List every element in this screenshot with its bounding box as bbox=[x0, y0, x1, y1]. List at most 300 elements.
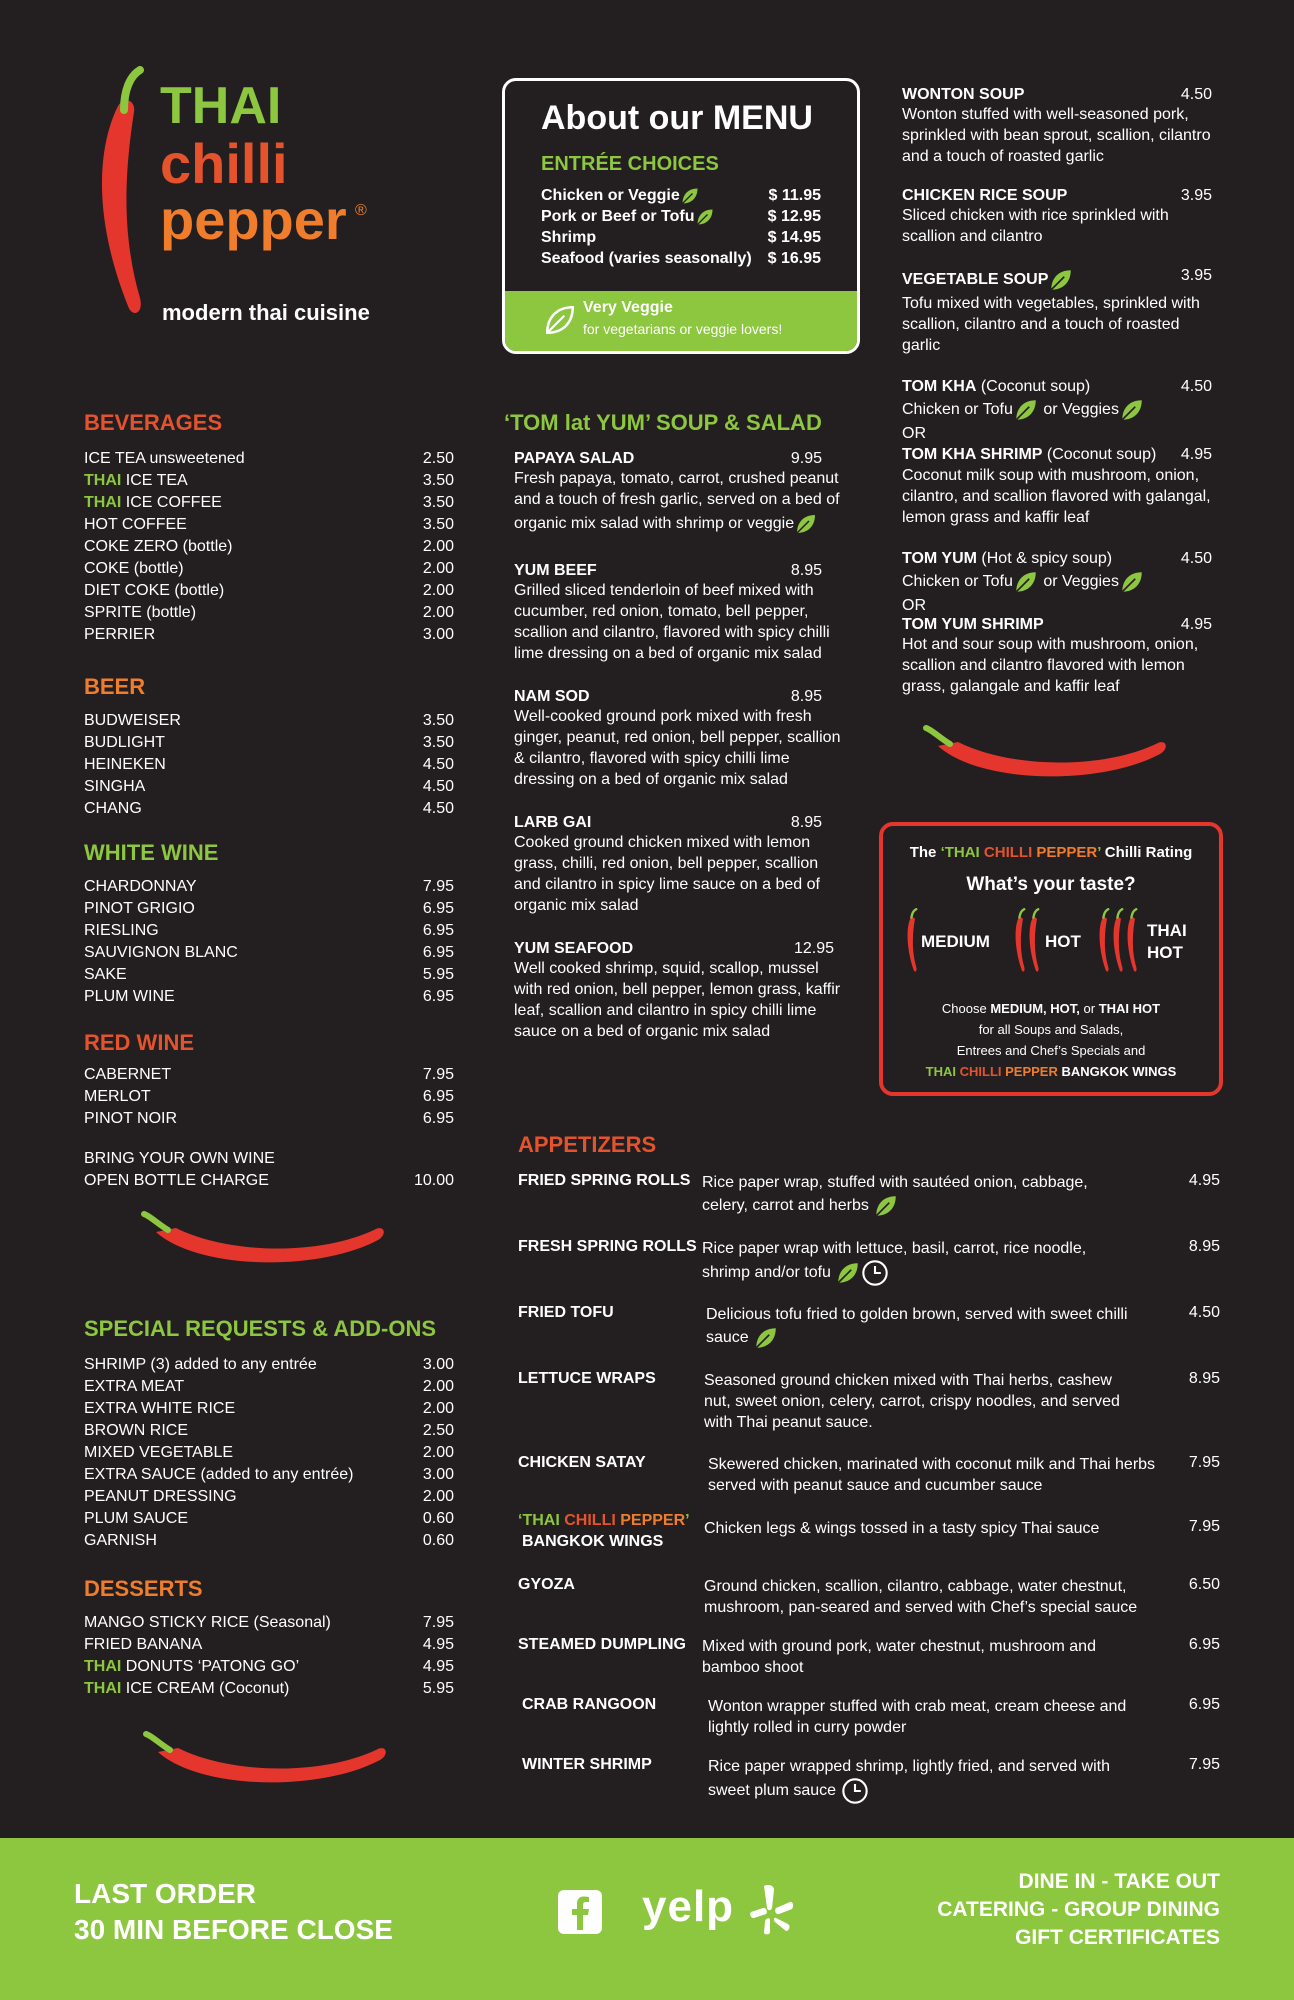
item-name: EXTRA WHITE RICE bbox=[84, 1400, 236, 1417]
item-name: BUDLIGHT bbox=[84, 734, 165, 751]
rating-title-chilli: CHILLI bbox=[983, 844, 1037, 861]
item-name: COKE ZERO (bottle) bbox=[84, 538, 233, 555]
list-item bbox=[84, 710, 454, 732]
logo-registered: ® bbox=[355, 202, 367, 219]
beer-title: BEER bbox=[84, 674, 146, 699]
item-desc-wrap bbox=[702, 1172, 1122, 1219]
item-price: 9.95 bbox=[790, 450, 822, 467]
list-item bbox=[84, 1420, 454, 1442]
services-line2: CATERING - GROUP DINING bbox=[937, 1898, 1220, 1921]
item-price: 3.50 bbox=[422, 516, 454, 533]
item-price: 7.95 bbox=[1188, 1756, 1220, 1773]
salad-title: ‘TOM lat YUM’ SOUP & SALAD bbox=[504, 410, 822, 435]
item-name: YUM BEEF bbox=[514, 562, 597, 579]
wings-thai: THAI bbox=[522, 1512, 565, 1529]
leaf-icon bbox=[753, 1325, 779, 1351]
item-price: 3.50 bbox=[422, 494, 454, 511]
item-name: SAUVIGNON BLANC bbox=[84, 944, 238, 961]
item-price: 2.50 bbox=[422, 450, 454, 467]
entree-row bbox=[541, 248, 821, 269]
item-name: EXTRA MEAT bbox=[84, 1378, 185, 1395]
item-highlight: THAI bbox=[84, 1658, 122, 1675]
item-price: 4.50 bbox=[1180, 86, 1212, 103]
chilli-divider-icon bbox=[140, 1730, 390, 1800]
item-name: ICE TEA bbox=[121, 472, 188, 489]
list-item bbox=[84, 876, 454, 898]
item-name: PLUM WINE bbox=[84, 988, 175, 1005]
entree-price: $ 11.95 bbox=[768, 187, 821, 204]
item-price: 3.00 bbox=[422, 1466, 454, 1483]
item-price: 4.95 bbox=[1180, 616, 1212, 633]
item-price: 6.95 bbox=[422, 988, 454, 1005]
item-price: 6.95 bbox=[422, 900, 454, 917]
rating-line2: for all Soups and Salads, bbox=[978, 1022, 1124, 1037]
item-name: VEGETABLE SOUP bbox=[902, 271, 1049, 289]
item-price: 4.95 bbox=[422, 1636, 454, 1653]
rating-choose bbox=[883, 998, 1219, 1082]
item-desc-wrap bbox=[706, 1304, 1146, 1351]
rating-thai-hot-line1: THAI bbox=[1147, 921, 1187, 940]
item-name: ICE COFFEE bbox=[121, 494, 222, 511]
rating-title-pre: The bbox=[909, 844, 941, 861]
rating-wings-rest: BANGKOK WINGS bbox=[1057, 1064, 1177, 1079]
item-note: (Coconut soup) bbox=[976, 378, 1091, 395]
red-wine-section bbox=[84, 1030, 454, 1192]
item-price: 3.00 bbox=[422, 626, 454, 643]
list-item bbox=[84, 1508, 454, 1530]
byow-line2: OPEN BOTTLE CHARGE bbox=[84, 1172, 269, 1189]
item-desc-wrap bbox=[708, 1756, 1148, 1805]
special-list bbox=[84, 1354, 454, 1552]
item-name: PLUM SAUCE bbox=[84, 1510, 189, 1527]
entree-price: $ 16.95 bbox=[767, 250, 821, 267]
leaf-icon bbox=[835, 1260, 861, 1286]
rating-title-q2: ’ bbox=[1097, 844, 1101, 861]
rating-choose-pre: Choose bbox=[941, 1001, 991, 1016]
item-desc: Tofu mixed with vegetables, sprinkled with scallion, cilantro and a touch of roasted garlic bbox=[902, 295, 1200, 354]
desserts-section bbox=[84, 1576, 454, 1700]
item-name: STEAMED DUMPLING bbox=[518, 1636, 686, 1653]
item-price: 4.95 bbox=[422, 1658, 454, 1675]
desserts-list bbox=[84, 1612, 454, 1700]
item-desc-wrap bbox=[702, 1238, 1122, 1287]
rating-choose-medium: MEDIUM, bbox=[990, 1001, 1047, 1016]
menu-item bbox=[902, 187, 1212, 247]
item-price: 7.95 bbox=[1188, 1518, 1220, 1535]
menu-item bbox=[902, 548, 1212, 616]
byow bbox=[84, 1148, 454, 1192]
rating-title bbox=[883, 844, 1219, 861]
beverages-list bbox=[84, 448, 454, 646]
item-name: CABERNET bbox=[84, 1066, 172, 1083]
list-item bbox=[84, 1634, 454, 1656]
item-price: 4.50 bbox=[1180, 378, 1212, 395]
item-name: TOM KHA SHRIMP bbox=[902, 446, 1043, 463]
item-name: ICE CREAM (Coconut) bbox=[121, 1680, 290, 1697]
appetizers-section bbox=[518, 1132, 1220, 1166]
item-name: FRIED BANANA bbox=[84, 1636, 203, 1653]
menu-item bbox=[514, 688, 849, 790]
wings-pepper: PEPPER bbox=[620, 1512, 686, 1529]
list-item bbox=[84, 986, 454, 1008]
item-price: 2.00 bbox=[422, 604, 454, 621]
entree-name: Shrimp bbox=[541, 229, 597, 246]
list-item bbox=[84, 1656, 454, 1678]
item-price: 6.95 bbox=[422, 1110, 454, 1127]
item-desc: Cooked ground chicken mixed with lemon grass, chilli, red onion, bell pepper, scallion and cilantro in spicy lime sauce on a bed of organic mix salad bbox=[514, 834, 820, 914]
item-price: 4.50 bbox=[422, 756, 454, 773]
wings-q2: ’ bbox=[685, 1512, 690, 1529]
entree-price: $ 14.95 bbox=[767, 229, 821, 246]
logo-chilli: chilli bbox=[160, 132, 288, 195]
list-item bbox=[84, 798, 454, 820]
wings-name2: BANGKOK WINGS bbox=[522, 1533, 664, 1550]
item-name: PAPAYA SALAD bbox=[514, 450, 635, 467]
entree-choices-list bbox=[541, 185, 821, 269]
entree-row bbox=[541, 185, 821, 206]
item-price: 6.95 bbox=[422, 922, 454, 939]
item-price: 7.95 bbox=[1188, 1454, 1220, 1471]
about-menu-box bbox=[502, 78, 860, 354]
rating-title-thai: THAI bbox=[944, 844, 984, 861]
item-highlight: THAI bbox=[84, 1680, 122, 1697]
menu-item bbox=[902, 267, 1212, 356]
item-name: TOM YUM bbox=[902, 550, 977, 567]
item-name: DIET COKE (bottle) bbox=[84, 582, 225, 599]
menu-item bbox=[902, 616, 1212, 697]
menu-item bbox=[514, 814, 849, 916]
list-item bbox=[84, 558, 454, 580]
item-price: 4.50 bbox=[422, 800, 454, 817]
item-name: ICE TEA unsweetened bbox=[84, 450, 245, 467]
item-price: 3.50 bbox=[422, 734, 454, 751]
special-title: SPECIAL REQUESTS & ADD-ONS bbox=[84, 1316, 437, 1341]
rating-title-q1: ‘ bbox=[940, 844, 945, 861]
item-desc: Sliced chicken with rice sprinkled with scallion and cilantro bbox=[902, 207, 1169, 245]
rating-thai-hot bbox=[1147, 920, 1187, 964]
item-or: OR bbox=[902, 425, 926, 442]
very-veggie-sub: for vegetarians or veggie lovers! bbox=[583, 321, 783, 337]
about-title: About our MENU bbox=[541, 99, 813, 137]
leaf-icon bbox=[873, 1193, 899, 1219]
item-name bbox=[518, 1510, 690, 1552]
item-price: 2.50 bbox=[422, 1422, 454, 1439]
item-desc: Delicious tofu fried to golden brown, served with sweet chilli sauce bbox=[706, 1306, 1128, 1347]
item-price: 3.50 bbox=[422, 472, 454, 489]
item-price: 2.00 bbox=[422, 1488, 454, 1505]
item-name: PINOT NOIR bbox=[84, 1110, 178, 1127]
entree-name: Pork or Beef or Tofu bbox=[541, 208, 695, 225]
item-name: WONTON SOUP bbox=[902, 86, 1025, 103]
item-name: FRIED SPRING ROLLS bbox=[518, 1172, 691, 1189]
facebook-icon[interactable] bbox=[558, 1890, 602, 1934]
item-price: 4.95 bbox=[1188, 1172, 1220, 1189]
entree-price: $ 12.95 bbox=[767, 208, 821, 225]
item-desc: Skewered chicken, marinated with coconut milk and Thai herbs served with peanut sauce and cucumber sauce bbox=[708, 1456, 1156, 1494]
special-requests-section bbox=[84, 1316, 454, 1552]
item-name: MERLOT bbox=[84, 1088, 151, 1105]
item-desc: Rice paper wrap, stuffed with sautéed onion, cabbage, celery, carrot and herbs bbox=[702, 1174, 1088, 1215]
list-item bbox=[84, 1086, 454, 1108]
list-item bbox=[84, 1442, 454, 1464]
item-desc: Mixed with ground pork, water chestnut, mushroom and bamboo shoot bbox=[702, 1638, 1096, 1676]
item-price: 6.95 bbox=[422, 944, 454, 961]
chilli-divider-icon bbox=[920, 724, 1170, 794]
item-note: (Hot & spicy soup) bbox=[976, 550, 1113, 567]
list-item bbox=[84, 942, 454, 964]
rating-wings-pepper: PEPPER bbox=[1005, 1064, 1058, 1079]
item-name: CHICKEN SATAY bbox=[518, 1454, 646, 1471]
rating-choose-or: or bbox=[1079, 1001, 1099, 1016]
item-name: SHRIMP (3) added to any entrée bbox=[84, 1356, 317, 1373]
list-item bbox=[84, 1064, 454, 1086]
byow-price: 10.00 bbox=[413, 1172, 454, 1189]
menu-item bbox=[514, 562, 849, 664]
red-wine-list bbox=[84, 1064, 454, 1130]
item-price: 5.95 bbox=[422, 1680, 454, 1697]
item-name: BUDWEISER bbox=[84, 712, 181, 729]
desserts-title: DESSERTS bbox=[84, 1576, 203, 1601]
list-item bbox=[84, 536, 454, 558]
white-wine-title: WHITE WINE bbox=[84, 840, 219, 865]
item-desc: Seasoned ground chicken mixed with Thai herbs, cashew nut, sweet onion, celery, carrot, crispy noodles, and served with Thai peanut sauce. bbox=[704, 1372, 1120, 1431]
services bbox=[937, 1868, 1220, 1952]
leaf-icon bbox=[680, 186, 700, 206]
chilli-divider-icon bbox=[138, 1210, 388, 1280]
list-item bbox=[84, 470, 454, 492]
item-price: 6.95 bbox=[1188, 1696, 1220, 1713]
item-name: DONUTS ‘PATONG GO’ bbox=[121, 1658, 300, 1675]
beer-list bbox=[84, 710, 454, 820]
item-option: Chicken or Tofu bbox=[902, 401, 1013, 419]
menu-item bbox=[514, 940, 849, 1042]
item-note: (Coconut soup) bbox=[1042, 446, 1157, 463]
rating-choose-thaihot: THAI HOT bbox=[1098, 1001, 1161, 1016]
item-price: 2.00 bbox=[422, 1378, 454, 1395]
item-name: BROWN RICE bbox=[84, 1422, 188, 1439]
logo-tagline: modern thai cuisine bbox=[162, 300, 370, 325]
item-name: RIESLING bbox=[84, 922, 159, 939]
item-desc: Fresh papaya, tomato, carrot, crushed peanut and a touch of fresh garlic, served on a bed of organic mix salad with shrimp or veggie bbox=[514, 470, 840, 533]
menu-item bbox=[902, 444, 1212, 528]
item-option: or Veggies bbox=[1043, 401, 1119, 419]
item-price: 0.60 bbox=[422, 1532, 454, 1549]
yelp-logo[interactable] bbox=[642, 1882, 734, 1942]
last-order-line2: 30 MIN BEFORE CLOSE bbox=[74, 1914, 393, 1945]
list-item bbox=[84, 964, 454, 986]
item-highlight: THAI bbox=[84, 472, 122, 489]
item-price: 0.60 bbox=[422, 1510, 454, 1527]
leaf-icon bbox=[1048, 267, 1074, 293]
wings-chilli: CHILLI bbox=[564, 1512, 621, 1529]
item-desc: Well cooked shrimp, squid, scallop, mussel with red onion, bell pepper, lemon grass, kaffir leaf, scallion and cilantro in spicy chilli lime sauce on a bed of organic mix salad bbox=[514, 960, 841, 1040]
list-item bbox=[84, 898, 454, 920]
list-item bbox=[84, 1464, 454, 1486]
item-price: 4.50 bbox=[1180, 550, 1212, 567]
yelp-text: yelp bbox=[642, 1882, 735, 1931]
item-price: 8.95 bbox=[1188, 1370, 1220, 1387]
leaf-icon bbox=[695, 207, 715, 227]
item-price: 5.95 bbox=[422, 966, 454, 983]
rating-medium: MEDIUM bbox=[921, 932, 990, 951]
list-item bbox=[84, 1486, 454, 1508]
item-name: CHICKEN RICE SOUP bbox=[902, 187, 1068, 204]
item-price: 12.95 bbox=[793, 940, 834, 957]
item-desc: Chicken legs & wings tossed in a tasty spicy Thai sauce bbox=[704, 1520, 1100, 1537]
item-desc: Wonton stuffed with well-seasoned pork, sprinkled with bean sprout, scallion, cilantro and a touch of roasted garlic bbox=[902, 106, 1211, 165]
byow-line1: BRING YOUR OWN WINE bbox=[84, 1150, 275, 1167]
leaf-icon bbox=[1119, 569, 1145, 595]
list-item bbox=[84, 1108, 454, 1130]
item-price: 3.00 bbox=[422, 1356, 454, 1373]
item-desc: Rice paper wrapped shrimp, lightly fried, and served with sweet plum sauce bbox=[708, 1758, 1110, 1800]
list-item bbox=[84, 1530, 454, 1552]
last-order bbox=[74, 1876, 393, 1948]
list-item bbox=[84, 1376, 454, 1398]
item-name: HOT COFFEE bbox=[84, 516, 187, 533]
chilli-rating-box bbox=[879, 822, 1223, 1096]
item-desc: Wonton wrapper stuffed with crab meat, cream cheese and lightly rolled in curry powder bbox=[708, 1698, 1127, 1736]
item-price: 2.00 bbox=[422, 1400, 454, 1417]
item-name: HEINEKEN bbox=[84, 756, 166, 773]
rating-thai-hot-line2: HOT bbox=[1147, 943, 1183, 962]
item-name: NAM SOD bbox=[514, 688, 590, 705]
item-name: SPRITE (bottle) bbox=[84, 604, 197, 621]
item-price: 7.95 bbox=[422, 1614, 454, 1631]
item-price: 7.95 bbox=[422, 878, 454, 895]
list-item bbox=[84, 492, 454, 514]
leaf-icon bbox=[1013, 397, 1039, 423]
red-wine-title: RED WINE bbox=[84, 1030, 194, 1055]
item-name: GYOZA bbox=[518, 1576, 575, 1593]
item-name: CRAB RANGOON bbox=[522, 1696, 657, 1713]
rating-question: What’s your taste? bbox=[966, 874, 1136, 895]
rating-title-pepper: PEPPER bbox=[1036, 844, 1098, 861]
soups-section bbox=[902, 86, 1212, 697]
item-or: OR bbox=[902, 597, 926, 614]
services-line3: GIFT CERTIFICATES bbox=[1015, 1926, 1220, 1949]
item-name: MANGO STICKY RICE (Seasonal) bbox=[84, 1614, 331, 1631]
item-name: PERRIER bbox=[84, 626, 156, 643]
facebook-glyph bbox=[558, 1890, 602, 1934]
item-price: 7.95 bbox=[422, 1066, 454, 1083]
white-wine-section bbox=[84, 840, 454, 1008]
item-name: PEANUT DRESSING bbox=[84, 1488, 237, 1505]
item-desc: Hot and sour soup with mushroom, onion, scallion and cilantro flavored with lemon grass, galangale and kaffir leaf bbox=[902, 636, 1199, 695]
item-name: PINOT GRIGIO bbox=[84, 900, 195, 917]
item-desc: Rice paper wrap with lettuce, basil, carrot, rice noodle, shrimp and/or tofu bbox=[702, 1240, 1087, 1282]
item-price: 2.00 bbox=[422, 582, 454, 599]
list-item bbox=[84, 776, 454, 798]
list-item bbox=[84, 1354, 454, 1376]
entree-row bbox=[541, 206, 821, 227]
item-price: 3.95 bbox=[1180, 267, 1212, 284]
clock-icon bbox=[841, 1777, 869, 1805]
list-item bbox=[84, 732, 454, 754]
item-price: 8.95 bbox=[790, 562, 822, 579]
very-veggie-band bbox=[505, 291, 857, 351]
item-desc: Grilled sliced tenderloin of beef mixed with cucumber, red onion, tomato, bell pepper, scallion and cilantro, flavored with spicy chilli lime dressing on a bed of organic mix salad bbox=[514, 582, 830, 662]
logo-chilli-icon bbox=[84, 66, 154, 322]
item-name: FRESH SPRING ROLLS bbox=[518, 1238, 697, 1255]
item-name: COKE (bottle) bbox=[84, 560, 184, 577]
byow-row bbox=[84, 1170, 454, 1192]
list-item bbox=[84, 514, 454, 536]
entree-row bbox=[541, 227, 821, 248]
item-option: Chicken or Tofu bbox=[902, 573, 1013, 591]
chilli-icon bbox=[1123, 908, 1141, 974]
list-item bbox=[84, 754, 454, 776]
appetizers-title: APPETIZERS bbox=[518, 1132, 657, 1157]
beverages-section bbox=[84, 410, 454, 646]
item-price: 8.95 bbox=[1188, 1238, 1220, 1255]
entree-name: Seafood (varies seasonally) bbox=[541, 250, 752, 267]
item-name: MIXED VEGETABLE bbox=[84, 1444, 234, 1461]
about-subtitle: ENTRÉE CHOICES bbox=[541, 153, 719, 175]
item-price: 2.00 bbox=[422, 538, 454, 555]
last-order-line1: LAST ORDER bbox=[74, 1878, 256, 1909]
item-price: 3.95 bbox=[1180, 187, 1212, 204]
item-name: WINTER SHRIMP bbox=[522, 1756, 652, 1773]
item-desc: Well-cooked ground pork mixed with fresh ginger, peanut, red onion, bell pepper, scallion & cilantro, flavored with spicy chilli lime dressing on a bed of organic mix salad bbox=[514, 708, 841, 788]
item-name: SAKE bbox=[84, 966, 127, 983]
leaf-icon bbox=[1013, 569, 1039, 595]
list-item bbox=[84, 602, 454, 624]
rating-title-post: Chilli Rating bbox=[1100, 844, 1193, 861]
footer-band bbox=[0, 1838, 1294, 2000]
logo-thai: THAI bbox=[160, 77, 282, 135]
item-name: TOM KHA bbox=[902, 378, 977, 395]
list-item bbox=[84, 580, 454, 602]
chilli-icon bbox=[903, 908, 921, 974]
item-price: 6.50 bbox=[1188, 1576, 1220, 1593]
list-item bbox=[84, 448, 454, 470]
item-name: EXTRA SAUCE (added to any entrée) bbox=[84, 1466, 354, 1483]
item-price: 4.95 bbox=[1180, 446, 1212, 463]
list-item bbox=[84, 1612, 454, 1634]
rating-wings-thai: THAI bbox=[925, 1064, 960, 1079]
item-price: 8.95 bbox=[790, 814, 822, 831]
item-name: YUM SEAFOOD bbox=[514, 940, 634, 957]
logo-pepper: pepper bbox=[160, 188, 347, 251]
very-veggie-title: Very Veggie bbox=[583, 299, 673, 316]
list-item bbox=[84, 920, 454, 942]
rating-line3: Entrees and Chef’s Specials and bbox=[956, 1043, 1146, 1058]
wings-q1: ‘ bbox=[518, 1512, 523, 1529]
item-name: TOM YUM SHRIMP bbox=[902, 616, 1044, 633]
leaf-icon bbox=[794, 510, 818, 538]
item-name: GARNISH bbox=[84, 1532, 157, 1549]
item-highlight: THAI bbox=[84, 494, 122, 511]
item-name: CHARDONNAY bbox=[84, 878, 197, 895]
yelp-burst-icon bbox=[746, 1882, 794, 1936]
item-price: 3.50 bbox=[422, 712, 454, 729]
menu-item bbox=[902, 376, 1212, 444]
item-name: SINGHA bbox=[84, 778, 146, 795]
item-option: or Veggies bbox=[1043, 573, 1119, 591]
item-name: FRIED TOFU bbox=[518, 1304, 614, 1321]
leaf-icon bbox=[1119, 397, 1145, 423]
item-desc: Ground chicken, scallion, cilantro, cabbage, water chestnut, mushroom, pan-seared and served with Chef’s special sauce bbox=[704, 1578, 1138, 1616]
item-name: LETTUCE WRAPS bbox=[518, 1370, 656, 1387]
beverages-title: BEVERAGES bbox=[84, 410, 223, 435]
item-price: 6.95 bbox=[422, 1088, 454, 1105]
menu-item bbox=[902, 86, 1212, 167]
leaf-outline-icon bbox=[543, 301, 577, 339]
rating-choose-hot: HOT, bbox=[1046, 1001, 1080, 1016]
chilli-icon bbox=[1025, 908, 1043, 974]
list-item bbox=[84, 1398, 454, 1420]
